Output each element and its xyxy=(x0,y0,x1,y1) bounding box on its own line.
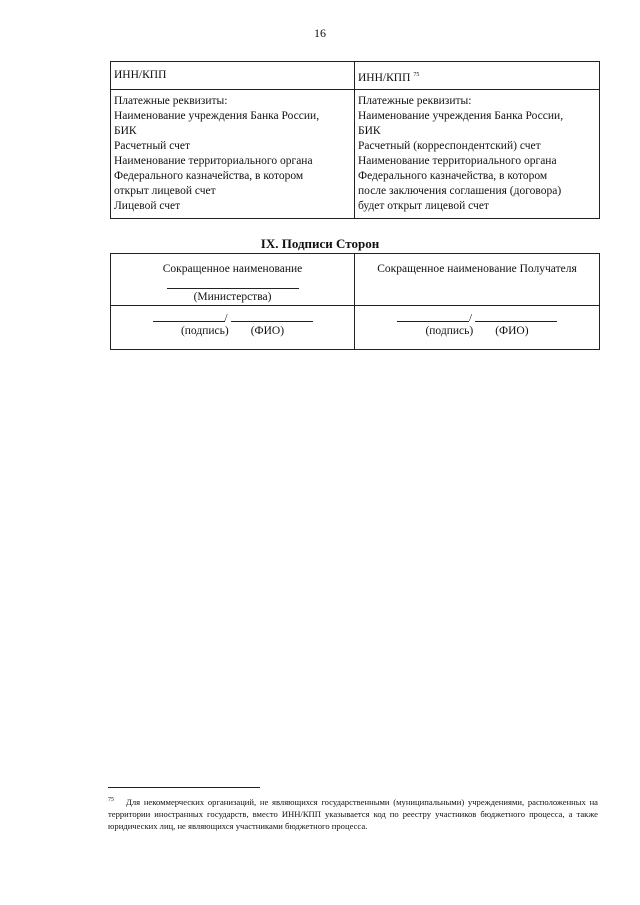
right-requisites-cell xyxy=(355,90,600,219)
footnote-separator xyxy=(108,787,260,788)
signature-caption: (подпись) xyxy=(425,325,474,337)
requisite-line: Расчетный счет xyxy=(114,140,190,152)
requisite-line: БИК xyxy=(114,125,137,137)
signature-slash: / xyxy=(469,312,473,324)
ministry-name-line xyxy=(167,288,299,289)
requisite-line: Наименование учреждения Банка России, xyxy=(358,110,564,122)
ministry-signature-caption xyxy=(115,324,350,339)
footnote-text: Для некоммерческих организаций, не являющихся государственными (муниципальными) учреждениями, расположенных на территории иностранных государств, вместо ИНН/КПП указывается код по реестру участников бюджетного процесса, а также юридических лиц, не являющихся участниками бюджетного процесса. xyxy=(108,797,598,831)
fio-caption: (ФИО) xyxy=(495,325,529,337)
fio-blank xyxy=(231,321,313,322)
right-inn-kpp-cell xyxy=(355,62,600,90)
fio-caption: (ФИО) xyxy=(250,325,285,337)
recipient-name-label: Сокращенное наименование Получателя xyxy=(377,263,577,275)
inn-kpp-row xyxy=(111,62,600,90)
party-names-row xyxy=(111,254,600,306)
footnote-number: 75 xyxy=(108,797,114,803)
requisite-line: будет открыт лицевой счет xyxy=(358,200,489,212)
signature-slash: / xyxy=(224,312,228,324)
recipient-signature-line xyxy=(397,312,557,322)
page-number: 16 xyxy=(314,26,326,40)
footnote-reference[interactable]: 75 xyxy=(413,72,420,78)
ministry-name-label: Сокращенное наименование xyxy=(162,263,303,275)
ministry-signature-line xyxy=(153,312,313,322)
requisite-line: после заключения соглашения (договора) xyxy=(358,185,562,197)
fio-blank xyxy=(475,321,557,322)
right-inn-kpp: ИНН/КПП xyxy=(358,72,411,84)
recipient-signature-caption xyxy=(359,324,595,339)
requisite-line: Наименование территориального органа xyxy=(114,155,313,167)
requisite-line: Наименование территориального органа xyxy=(358,155,557,167)
signature-blank xyxy=(397,321,469,322)
ministry-signature-cell xyxy=(111,306,355,350)
recipient-signature-cell xyxy=(355,306,600,350)
requisite-line: Расчетный (корреспондентский) счет xyxy=(358,140,541,152)
ministry-name-cell xyxy=(111,254,355,306)
requisite-line: открыт лицевой счет xyxy=(114,185,216,197)
footnote xyxy=(108,794,598,832)
signatures-table xyxy=(110,253,600,350)
requisites-row xyxy=(111,90,600,219)
requisite-line: БИК xyxy=(358,125,381,137)
signature-blank xyxy=(153,321,225,322)
ministry-sub-label: (Министерства) xyxy=(193,291,272,303)
signature-row xyxy=(111,306,600,350)
signature-caption: (подпись) xyxy=(180,325,229,337)
payment-requisites-table xyxy=(110,61,600,219)
recipient-name-cell xyxy=(355,254,600,306)
requisite-line: Платежные реквизиты: xyxy=(358,95,472,107)
requisite-line: Платежные реквизиты: xyxy=(114,95,228,107)
section-title: IX. Подписи Сторон xyxy=(260,236,380,251)
left-inn-kpp: ИНН/КПП xyxy=(114,69,167,81)
requisite-line: Наименование учреждения Банка России, xyxy=(114,110,320,122)
left-inn-kpp-cell xyxy=(111,62,355,90)
left-requisites-cell xyxy=(111,90,355,219)
requisite-line: Лицевой счет xyxy=(114,200,181,212)
requisite-line: Федерального казначейства, в котором xyxy=(358,170,548,182)
requisite-line: Федерального казначейства, в котором xyxy=(114,170,304,182)
